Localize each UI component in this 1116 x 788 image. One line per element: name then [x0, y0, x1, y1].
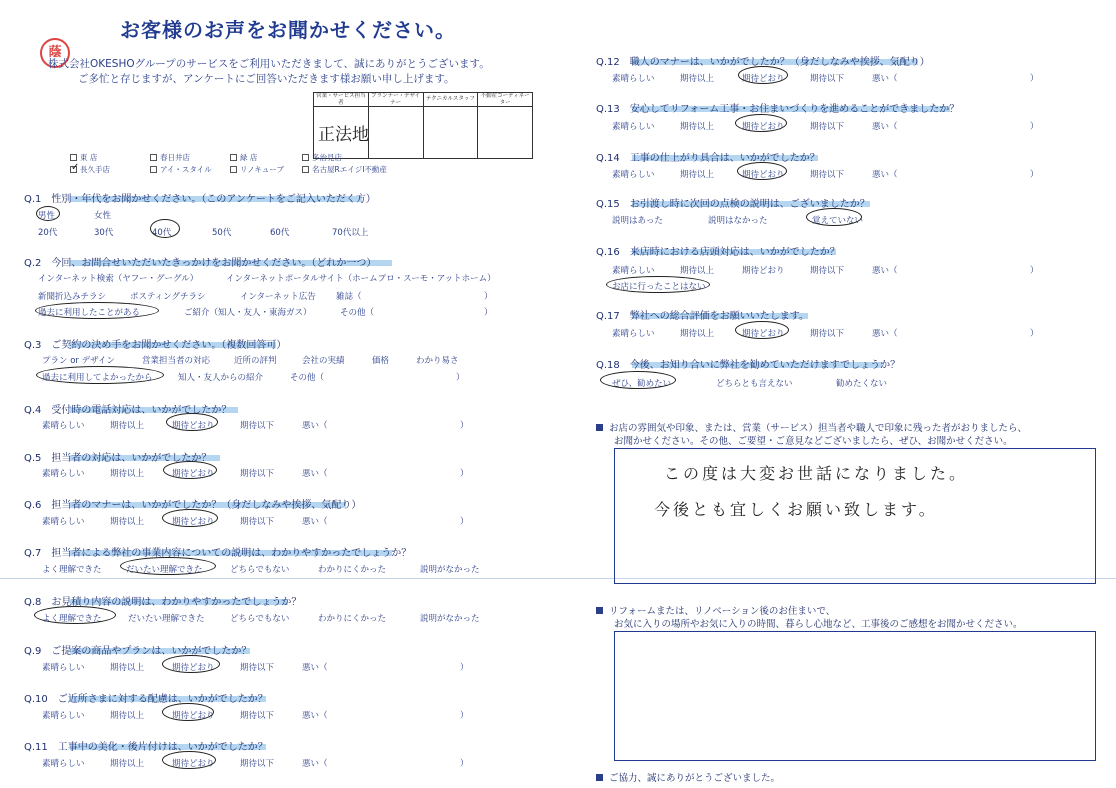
- question-5: Q.5 担当者の対応は、いかがでしたか？: [24, 453, 212, 464]
- staff-col-sales: 営業・サービス担当者: [314, 93, 369, 107]
- q10-rating-options: 素晴らしい 期待以上 期待どおり 期待以下 悪い（ ）: [42, 711, 469, 721]
- staff-col-planner: プランナー・デザイナー: [368, 93, 423, 107]
- question-3: Q.3 ご契約の決め手をお聞かせください。（複数回答可）: [24, 340, 287, 351]
- q13-rating-options: 素晴らしい 期待以上 期待どおり 期待以下 悪い（ ）: [612, 122, 1039, 132]
- question-17: Q.17 弊社への総合評価をお願いいたします。: [596, 311, 809, 322]
- q16-never-visited-option: お店に行ったことはない: [612, 282, 706, 292]
- q6-rating-options: 素晴らしい 期待以上 期待どおり 期待以下 悪い（ ）: [42, 517, 469, 527]
- comment-2-prompt-line-1: リフォームまたは、リノベーション後のお住まいで、: [596, 603, 835, 617]
- staff-cell-technical[interactable]: [423, 107, 478, 159]
- company-seal-stamp: 蔭: [40, 38, 70, 68]
- q18-options: ぜひ、勧めたい どちらとも言えない 勧めたくない: [612, 379, 888, 389]
- checkbox[interactable]: [302, 166, 309, 173]
- checkbox[interactable]: [150, 154, 157, 161]
- comment-1-prompt-line-2: お聞かせください。その他、ご要望・ご意見などございましたら、ぜひ、お聞かせください。: [614, 436, 1013, 447]
- question-6: Q.6 担当者のマナーは、いかがでしたか？（身だしなみや挨拶、気配り）: [24, 500, 362, 511]
- store-row-1: 東 店 春日井店 緑 店 多治見店: [70, 152, 342, 163]
- q9-rating-options: 素晴らしい 期待以上 期待どおり 期待以下 悪い（ ）: [42, 663, 469, 673]
- question-2: Q.2 今回、お問合せいただいたきっかけをお聞かせください。（どれか一つ）: [24, 258, 377, 269]
- comment-2-prompt-line-2: お気に入りの場所やお気に入りの時間、暮らし心地など、工事後のご感想をお聞かせください。: [614, 619, 1023, 630]
- handwritten-comment-line-1: この度は大変お世話になりました。: [664, 464, 969, 483]
- survey-title: お客様のお声をお聞かせください。: [120, 18, 456, 42]
- q15-options: 説明はあった 説明はなかった 覚えていない: [612, 216, 864, 226]
- handwritten-comment-line-2: 今後とも宜しくお願い致します。: [654, 500, 938, 519]
- comment-1-prompt-line-1: お店の雰囲気や印象、または、営業（サービス）担当者や職人で印象に残った者がおりましたら、: [596, 420, 1027, 434]
- question-1: Q.1 性別・年代をお聞かせください。（このアンケートをご記入いただく方）: [24, 194, 376, 205]
- handwritten-staff-name: 正法地: [318, 125, 369, 145]
- question-13: Q.13 安心してリフォーム工事・お住まいづくりを進めることができましたか？: [596, 104, 960, 115]
- question-9: Q.9 ご提案の商品やプランは、いかがでしたか？: [24, 646, 252, 657]
- question-16: Q.16 来店時における店頭対応は、いかがでしたか？: [596, 247, 840, 258]
- checkbox[interactable]: [230, 166, 237, 173]
- staff-cell-planner[interactable]: [368, 107, 423, 159]
- question-15: Q.15 お引渡し時に次回の点検の説明は、ございましたか？: [596, 199, 870, 210]
- question-4: Q.4 受付時の電話対応は、いかがでしたか？: [24, 405, 232, 416]
- q2-row-1: インターネット検索（ヤフー・グーグル） インターネットポータルサイト（ホームプロ・スーモ・アットホーム）: [38, 274, 496, 284]
- q3-row-1: プラン or デザイン 営業担当者の対応 近所の評判 会社の実績 価格 わかり易さ: [42, 356, 459, 366]
- question-10: Q.10 ご近所さまに対する配慮は、いかがでしたか？: [24, 694, 268, 705]
- q2-row-3: 過去に利用したことがある ご紹介（知人・友人・東海ガス） その他（ ）: [38, 308, 493, 318]
- q16-rating-options: 素晴らしい 期待以上 期待どおり 期待以下 悪い（ ）: [612, 266, 1039, 276]
- staff-col-technical: テクニカルスタッフ: [423, 93, 478, 107]
- checkbox[interactable]: [230, 154, 237, 161]
- q17-rating-options: 素晴らしい 期待以上 期待どおり 期待以下 悪い（ ）: [612, 329, 1039, 339]
- staff-cell-realestate[interactable]: [478, 107, 533, 159]
- q8-understand-options: よく理解できた だいたい理解できた どちらでもない わかりにくかった 説明がなかった: [42, 614, 480, 624]
- store-row-2: ✓ 長久手店 アイ・スタイル リノキューブ 名古屋RエイジI不動産: [71, 162, 387, 174]
- question-7: Q.7 担当者による弊社の事業内容についての説明は、わかりやすかったでしょうか？: [24, 548, 412, 559]
- q5-rating-options: 素晴らしい 期待以上 期待どおり 期待以下 悪い（ ）: [42, 469, 469, 479]
- q1-gender-options: 男性 女性: [38, 211, 112, 221]
- q2-row-2: 新聞折込みチラシ ポスティングチラシ インターネット広告 雑誌（ ）: [38, 292, 493, 302]
- q7-understand-options: よく理解できた だいたい理解できた どちらでもない わかりにくかった 説明がなかった: [42, 565, 480, 575]
- checkbox[interactable]: [302, 154, 309, 161]
- question-8: Q.8 お見積り内容の説明は、わかりやすかったでしょうか？: [24, 597, 302, 608]
- checkbox[interactable]: [150, 166, 157, 173]
- q4-rating-options: 素晴らしい 期待以上 期待どおり 期待以下 悪い（ ）: [42, 421, 469, 431]
- question-12: Q.12 職人のマナーは、いかがでしたか？（身だしなみや挨拶、気配り）: [596, 57, 930, 68]
- bullet-square-icon: [596, 424, 603, 431]
- question-18: Q.18 今後、お知り合いに弊社を勧めていただけますでしょうか？: [596, 360, 901, 371]
- q1-age-options: 20代 30代 40代 50代 60代 70代以上: [38, 228, 369, 238]
- q11-rating-options: 素晴らしい 期待以上 期待どおり 期待以下 悪い（ ）: [42, 759, 469, 769]
- thank-you-note: ご協力、誠にありがとうございました。: [596, 770, 780, 784]
- intro-line-1: 株式会社OKESHOグループのサービスをご利用いただきまして、誠にありがとうございます。: [48, 58, 490, 70]
- intro-line-2: ご多忙と存じますが、アンケートにご回答いただきます様お願い申し上げます。: [78, 73, 455, 85]
- staff-col-realestate: 不動産コーディネーター: [478, 93, 533, 107]
- comment-2-box[interactable]: [614, 631, 1096, 761]
- bullet-square-icon: [596, 774, 603, 781]
- q14-rating-options: 素晴らしい 期待以上 期待どおり 期待以下 悪い（ ）: [612, 170, 1039, 180]
- checkbox-checked[interactable]: ✓: [71, 162, 80, 173]
- question-14: Q.14 工事の仕上がり具合は、いかがでしたか？: [596, 153, 820, 164]
- q12-rating-options: 素晴らしい 期待以上 期待どおり 期待以下 悪い（ ）: [612, 74, 1039, 84]
- question-11: Q.11 工事中の美化・後片付けは、いかがでしたか？: [24, 742, 268, 753]
- checkbox[interactable]: [70, 154, 77, 161]
- bullet-square-icon: [596, 607, 603, 614]
- q3-row-2: 過去に利用してよかったから 知人・友人からの紹介 その他（ ）: [42, 373, 465, 383]
